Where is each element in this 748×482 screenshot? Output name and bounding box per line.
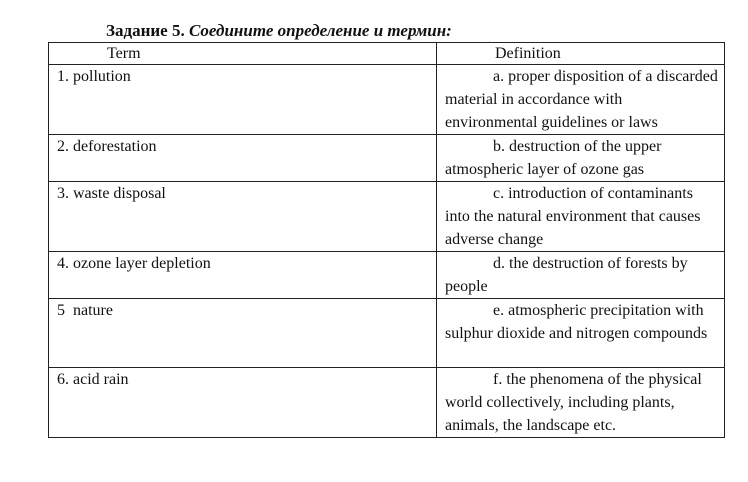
- table-row: [49, 368, 725, 438]
- term-cell: 5 nature: [49, 299, 437, 368]
- definition-cell: [437, 299, 725, 368]
- table-row: [49, 299, 725, 368]
- definition-cell: [437, 135, 725, 182]
- definition-cell: [437, 65, 725, 135]
- column-header-term: Term: [49, 43, 437, 65]
- term-cell: 4. ozone layer depletion: [49, 252, 437, 299]
- column-header-definition: Definition: [437, 43, 725, 65]
- table-row: [49, 135, 725, 182]
- definition-text: d. the destruction of forests by people: [445, 255, 688, 295]
- definition-text: c. introduction of contaminants into the natural environment that causes adverse change: [445, 185, 701, 248]
- table-row: [49, 252, 725, 299]
- definition-text: e. atmospheric precipitation with sulphur dioxide and nitrogen compounds: [445, 302, 708, 342]
- task-label: Задание 5.: [106, 21, 185, 40]
- term-cell: 6. acid rain: [49, 368, 437, 438]
- definition-text: f. the phenomena of the physical world collectively, including plants, animals, the landscape etc.: [445, 371, 702, 434]
- term-cell: 3. waste disposal: [49, 182, 437, 252]
- term-cell: 2. deforestation: [49, 135, 437, 182]
- task-heading: [106, 20, 452, 42]
- definition-cell: [437, 368, 725, 438]
- definition-text: a. proper disposition of a discarded material in accordance with environmental guidelines or laws: [445, 68, 718, 131]
- task-instruction: Соедините определение и термин:: [188, 21, 452, 40]
- definition-cell: [437, 182, 725, 252]
- table-header-row: [49, 43, 725, 65]
- table-row: [49, 182, 725, 252]
- table-row: [49, 65, 725, 135]
- definition-cell: [437, 252, 725, 299]
- matching-table: [48, 42, 725, 438]
- definition-text: b. destruction of the upper atmospheric layer of ozone gas: [445, 138, 662, 178]
- term-cell: 1. pollution: [49, 65, 437, 135]
